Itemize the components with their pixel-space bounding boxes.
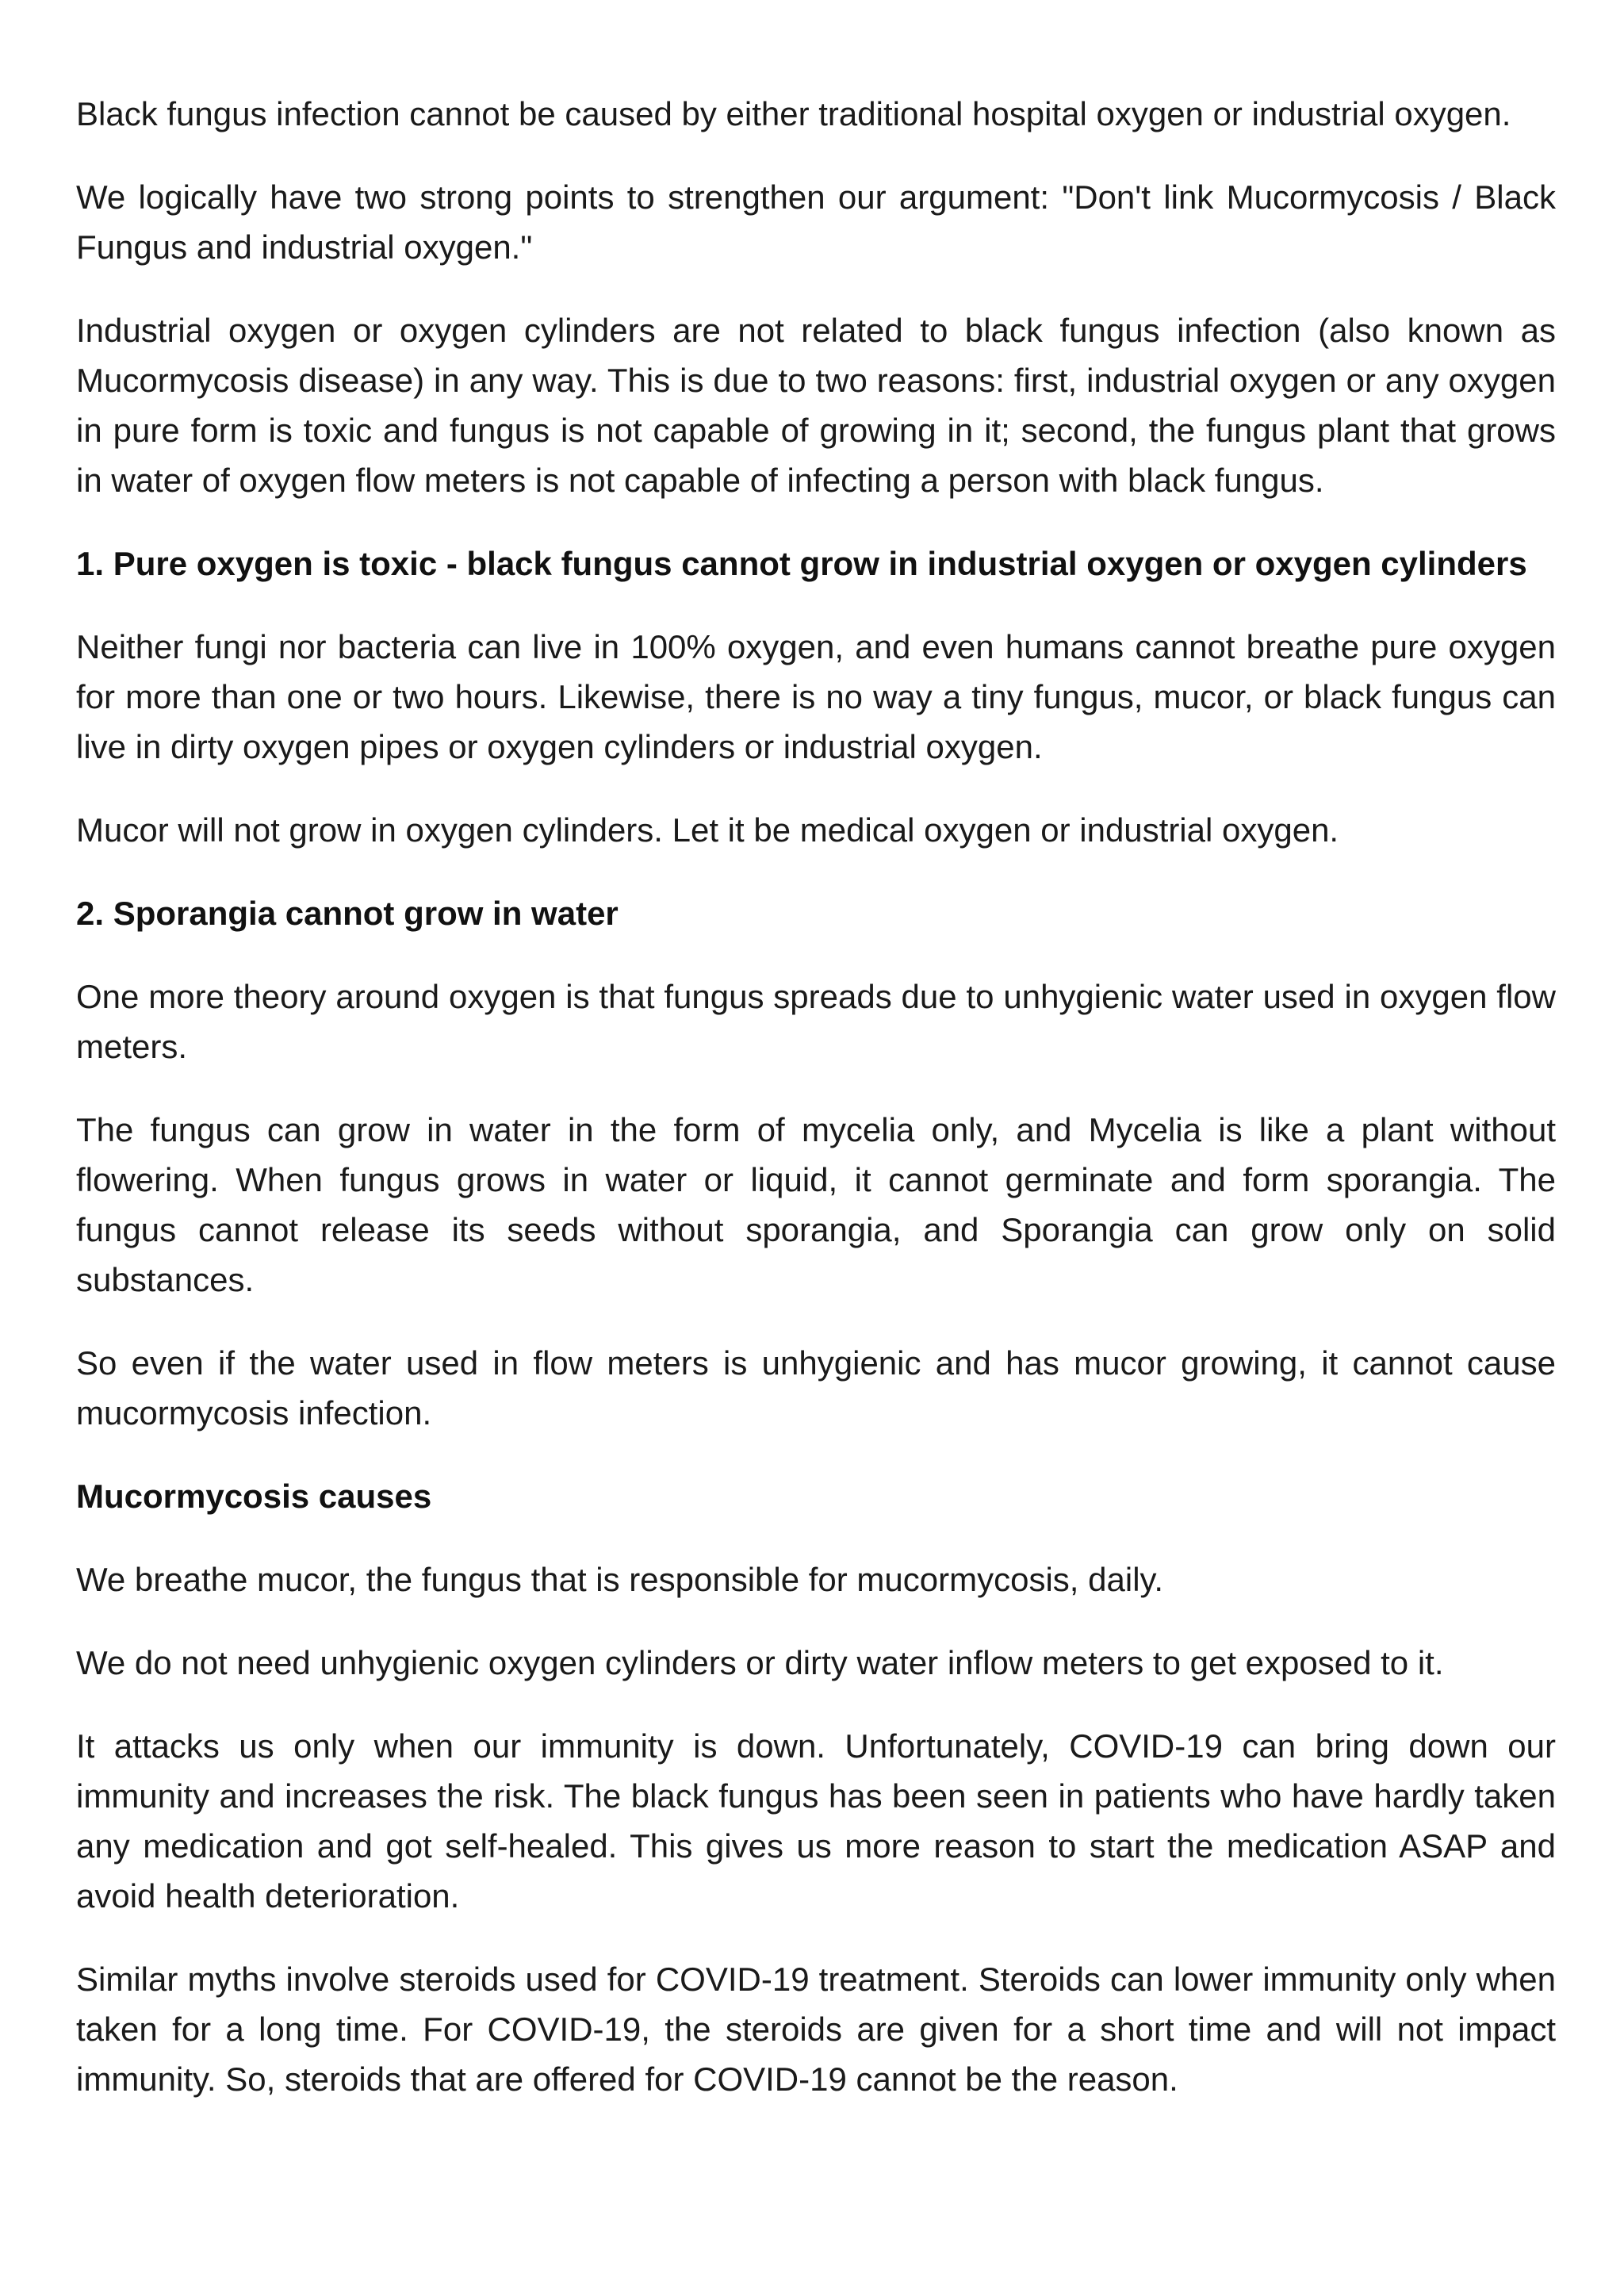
reasons-paragraph: Industrial oxygen or oxygen cylinders are not related to black fungus infection (also known as Mucormycosis disease) in any way. This is due to two reasons: first, industrial oxygen or any oxygen in pure form is toxic and fungus is not capable of growing in it; second, the fungus plant that grows in water of oxygen flow meters is not capable of infecting a person with black fungus. bbox=[76, 312, 1556, 499]
flow-meters-paragraph: One more theory around oxygen is that fungus spreads due to unhygienic water used in oxygen flow meters. bbox=[76, 978, 1556, 1065]
breathe-mucor-paragraph: We breathe mucor, the fungus that is responsible for mucormycosis, daily. bbox=[76, 1561, 1164, 1598]
section-heading-sporangia: 2. Sporangia cannot grow in water bbox=[76, 895, 619, 932]
document-body bbox=[76, 89, 1556, 2137]
argument-paragraph: We logically have two strong points to strengthen our argument: "Don't link Mucormycosis / Black Fungus and industrial oxygen." bbox=[76, 178, 1556, 266]
pure-oxygen-paragraph: Neither fungi nor bacteria can live in 100% oxygen, and even humans cannot breathe pure oxygen for more than one or two hours. Likewise, there is no way a tiny fungus, mucor, or black fungus can live in dirty oxygen pipes or oxygen cylinders or industrial oxygen. bbox=[76, 628, 1556, 765]
mucor-cylinders-paragraph: Mucor will not grow in oxygen cylinders. Let it be medical oxygen or industrial oxygen. bbox=[76, 811, 1339, 849]
exposure-paragraph: We do not need unhygienic oxygen cylinders or dirty water inflow meters to get exposed to it. bbox=[76, 1644, 1444, 1681]
immunity-paragraph: It attacks us only when our immunity is down. Unfortunately, COVID-19 can bring down our immunity and increases the risk. The black fungus has been seen in patients who have hardly taken any medication and got self-healed. This gives us more reason to start the medication ASAP and avoid health deterioration. bbox=[76, 1727, 1556, 1915]
section-heading-causes: Mucormycosis causes bbox=[76, 1478, 432, 1515]
steroids-paragraph: Similar myths involve steroids used for COVID-19 treatment. Steroids can lower immunity only when taken for a long time. For COVID-19, the steroids are given for a short time and will not impact immunity. So, steroids that are offered for COVID-19 cannot be the reason. bbox=[76, 1961, 1556, 2098]
mycelia-paragraph: The fungus can grow in water in the form of mycelia only, and Mycelia is like a plant without flowering. When fungus grows in water or liquid, it cannot germinate and form sporangia. The fungus cannot release its seeds without sporangia, and Sporangia can grow only on solid substances. bbox=[76, 1111, 1556, 1298]
section-heading-pure-oxygen: 1. Pure oxygen is toxic - black fungus cannot grow in industrial oxygen or oxygen cylinders bbox=[76, 545, 1527, 582]
intro-paragraph: Black fungus infection cannot be caused by either traditional hospital oxygen or industrial oxygen. bbox=[76, 95, 1511, 132]
unhygienic-water-paragraph: So even if the water used in flow meters is unhygienic and has mucor growing, it cannot cause mucormycosis infection. bbox=[76, 1344, 1556, 1432]
